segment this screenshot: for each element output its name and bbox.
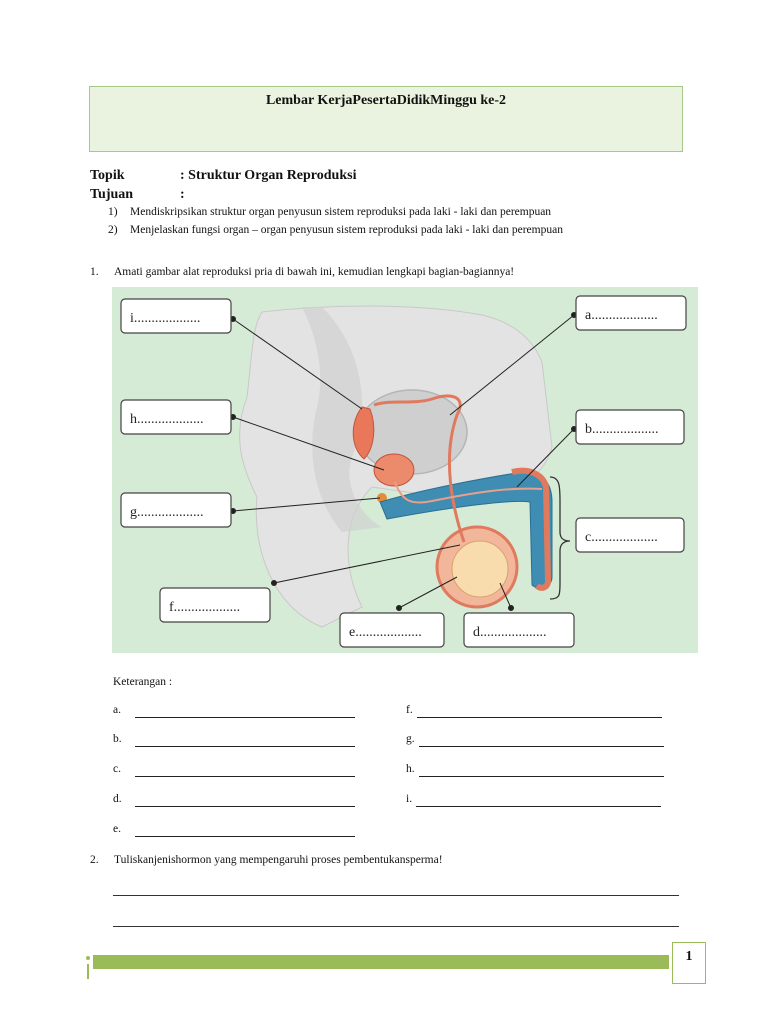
key-letter: g. xyxy=(406,733,415,745)
key-item-a[interactable] xyxy=(113,704,358,722)
question-text: Amati gambar alat reproduksi pria di bawah ini, kemudian lengkapi bagian-bagiannya! xyxy=(114,266,515,278)
label-box-g[interactable] xyxy=(121,493,231,527)
topik-label: Topik xyxy=(90,168,125,183)
question-text: Tuliskanjenishormon yang mempengaruhi proses pembentukansperma! xyxy=(114,854,443,866)
answer-blank[interactable] xyxy=(417,717,662,718)
key-item-f[interactable] xyxy=(406,704,666,722)
brace xyxy=(550,477,570,599)
key-letter: i. xyxy=(406,793,413,805)
label-b-text: b................... xyxy=(585,422,659,437)
key-item-d[interactable] xyxy=(113,793,358,811)
answer-line[interactable] xyxy=(113,895,679,896)
label-c-text: c................... xyxy=(585,530,658,545)
goal-item xyxy=(108,224,563,236)
key-letter: c. xyxy=(113,763,121,775)
question-number: 2. xyxy=(90,854,99,866)
goal-item xyxy=(108,206,551,218)
prostate xyxy=(374,454,414,486)
title-box xyxy=(89,86,683,152)
key-item-e[interactable] xyxy=(113,823,358,841)
key-item-g[interactable] xyxy=(406,733,666,751)
answer-blank[interactable] xyxy=(135,746,355,747)
topik-value: : Struktur Organ Reproduksi xyxy=(180,168,357,183)
question-1 xyxy=(90,266,514,278)
goal-text: Menjelaskan fungsi organ – organ penyusun sistem reproduksi pada laki - laki dan perempuan xyxy=(130,224,563,236)
key-letter: h. xyxy=(406,763,415,775)
reproductive-diagram xyxy=(112,287,698,653)
label-box-h[interactable] xyxy=(121,400,231,434)
answer-blank[interactable] xyxy=(135,717,355,718)
label-box-a[interactable] xyxy=(576,296,686,330)
label-i-text: i................... xyxy=(130,311,201,326)
key-letter: b. xyxy=(113,733,122,745)
goal-number: 1) xyxy=(108,206,118,218)
question-2 xyxy=(90,854,443,866)
answer-blank[interactable] xyxy=(419,776,664,777)
page-number-box xyxy=(672,942,706,984)
key-letter: f. xyxy=(406,704,413,716)
answer-blank[interactable] xyxy=(135,806,355,807)
key-item-b[interactable] xyxy=(113,733,358,751)
footer-ornament xyxy=(85,954,91,980)
question-number: 1. xyxy=(90,266,99,278)
answer-blank[interactable] xyxy=(416,806,661,807)
worksheet-title: Lembar KerjaPesertaDidikMinggu ke-2 xyxy=(265,93,507,108)
page-number: 1 xyxy=(685,949,693,964)
label-box-i[interactable] xyxy=(121,299,231,333)
label-a-text: a................... xyxy=(585,308,658,323)
answer-blank[interactable] xyxy=(135,776,355,777)
tujuan-label: Tujuan xyxy=(90,187,134,202)
footer-bar xyxy=(93,955,669,969)
label-box-d[interactable] xyxy=(464,613,574,647)
label-box-e[interactable] xyxy=(340,613,444,647)
key-letter: d. xyxy=(113,793,122,805)
key-letter: e. xyxy=(113,823,121,835)
key-item-h[interactable] xyxy=(406,763,666,781)
key-item-c[interactable] xyxy=(113,763,358,781)
label-d-text: d................... xyxy=(473,625,547,640)
answer-blank[interactable] xyxy=(419,746,664,747)
label-e-text: e................... xyxy=(349,625,422,640)
goal-text: Mendiskripsikan struktur organ penyusun sistem reproduksi pada laki - laki dan perempuan xyxy=(130,206,552,218)
tujuan-value: : xyxy=(180,187,185,202)
label-box-c[interactable] xyxy=(576,518,684,552)
answer-blank[interactable] xyxy=(135,836,355,837)
keterangan-title: Keterangan : xyxy=(113,676,173,688)
label-box-b[interactable] xyxy=(576,410,684,444)
key-letter: a. xyxy=(113,704,121,716)
answer-line[interactable] xyxy=(113,926,679,927)
label-h-text: h................... xyxy=(130,412,204,427)
testis xyxy=(452,541,508,597)
key-item-i[interactable] xyxy=(406,793,666,811)
diagram-svg xyxy=(112,287,698,653)
label-g-text: g................... xyxy=(130,505,204,520)
label-box-f[interactable] xyxy=(160,588,270,622)
goal-number: 2) xyxy=(108,224,118,236)
label-f-text: f................... xyxy=(169,600,241,615)
